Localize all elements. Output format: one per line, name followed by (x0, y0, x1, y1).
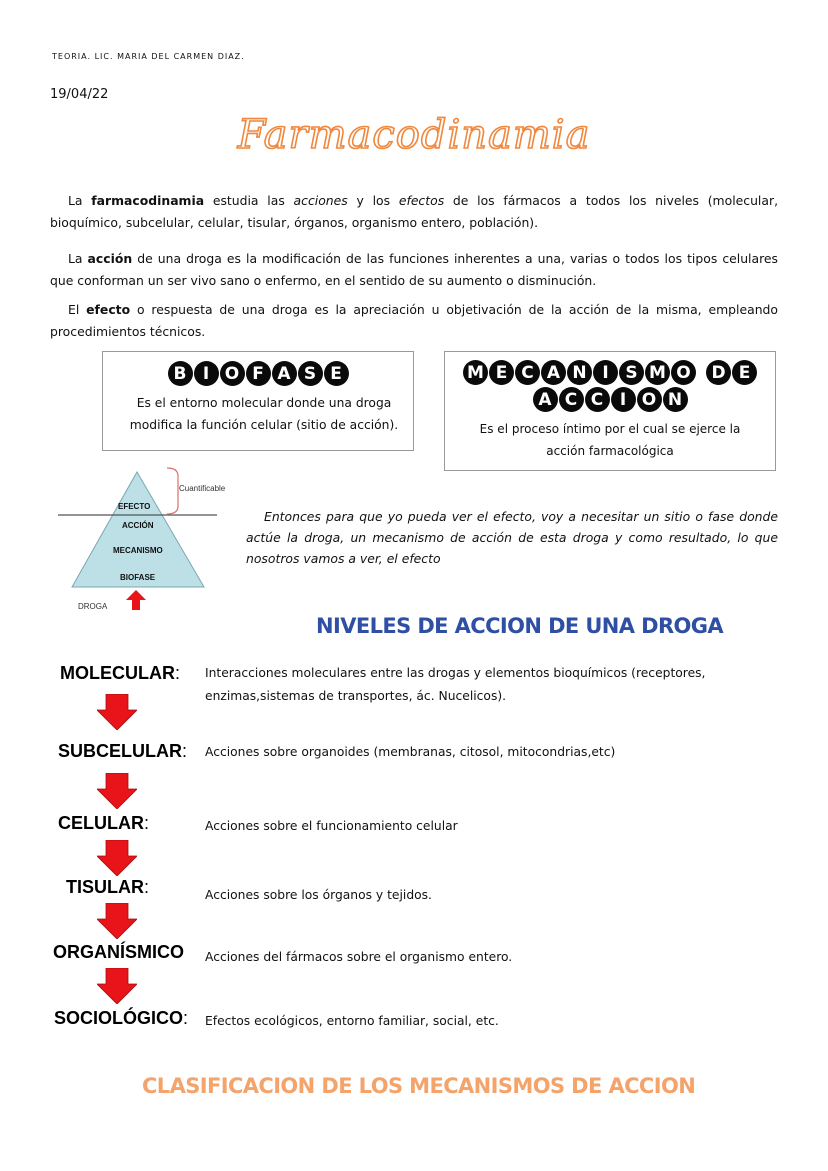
level-name-text: MOLECULAR (60, 663, 175, 683)
level-description: Acciones sobre los órganos y tejidos. (205, 888, 432, 902)
mecanismo-title-letter: E (489, 360, 514, 385)
mecanismo-title-letter: C (515, 360, 540, 385)
mecanismo-title-letter: N (663, 387, 688, 412)
mecanismo-title-letter: D (706, 360, 731, 385)
down-arrow-shape (97, 694, 137, 730)
p2-text-a: La (68, 251, 88, 266)
level-name (66, 877, 149, 898)
mecanismo-title-space (697, 360, 705, 385)
level-name-text: CELULAR (58, 813, 144, 833)
biofase-title-letter: A (272, 361, 297, 386)
level-description: Efectos ecológicos, entorno familiar, social, etc. (205, 1014, 499, 1028)
p1-text-a: La (68, 193, 92, 208)
paragraph-accion (50, 248, 778, 292)
biofase-title-letter: E (324, 361, 349, 386)
level-name-suffix: : (175, 663, 181, 683)
header-date: 19/04/22 (50, 87, 109, 102)
mecanismo-title-letter: A (533, 387, 558, 412)
level-description: Interacciones moleculares entre las drogas y elementos bioquímicos (receptores, enzimas,sistemas de transportes, ác. Nucelicos). (205, 666, 706, 703)
pyramid-note (246, 506, 778, 569)
biofase-title-letter: B (168, 361, 193, 386)
down-arrow-shape (97, 773, 137, 809)
paragraph-efecto (50, 299, 778, 343)
down-arrow-shape (97, 903, 137, 939)
level-description: Acciones sobre organoides (membranas, citosol, mitocondrias,etc) (205, 745, 616, 759)
level-name-text: SOCIOLÓGICO (54, 1008, 184, 1028)
biofase-title (103, 361, 413, 386)
biofase-title-letter: S (298, 361, 323, 386)
level-name-suffix: : (182, 741, 188, 761)
down-arrow-icon (97, 840, 137, 876)
biofase-text: Es el entorno molecular donde una droga modifica la función celular (sitio de acción). (129, 396, 399, 432)
down-arrow-icon (97, 968, 137, 1004)
drug-label: DROGA (78, 602, 108, 611)
p1-italic-acciones: acciones (293, 193, 348, 208)
p1-bold: farmacodinamia (91, 193, 205, 208)
mecanismo-title-letter: I (593, 360, 618, 385)
p2-bold: acción (87, 251, 133, 266)
mecanismo-title-letter: M (645, 360, 670, 385)
page-title: Farmacodinamia (237, 112, 591, 158)
pyramid-diagram (52, 462, 242, 617)
quantifiable-bracket (167, 468, 178, 514)
p3-bold: efecto (86, 302, 131, 317)
down-arrow-shape (97, 968, 137, 1004)
mecanismo-title-line2 (445, 387, 775, 412)
level-name-text: ORGANÍSMICO (53, 942, 185, 962)
down-arrow-shape (97, 840, 137, 876)
p1-text-c: y los (347, 193, 399, 208)
level-description: Acciones del fármacos sobre el organismo entero. (205, 950, 513, 964)
paragraph-farmacodinamia (50, 190, 778, 234)
level-name (53, 942, 184, 963)
pyramid-level-efecto: EFECTO (118, 502, 151, 511)
level-name-suffix: : (183, 1008, 189, 1028)
drug-arrow-icon (114, 590, 146, 610)
pyramid-level-biofase: BIOFASE (120, 573, 156, 582)
down-arrow-icon (97, 903, 137, 939)
level-name (58, 741, 187, 762)
biofase-title-letter: I (194, 361, 219, 386)
level-name (60, 663, 180, 684)
mecanismo-title-letter: A (541, 360, 566, 385)
mecanismo-title-letter: I (611, 387, 636, 412)
p3-text-a: El (68, 302, 87, 317)
p2-text-b: de una droga es la modificación de las funciones inherentes a una, varias o todos los tipos celulares que conforman un ser vivo sano o enfermo, en el sentido de su aumento o disminución. (50, 251, 778, 288)
mecanismo-title-letter: O (671, 360, 696, 385)
mecanismo-title-letter: S (619, 360, 644, 385)
biofase-box (102, 351, 414, 451)
mecanismo-text: Es el proceso íntimo por el cual se ejerce la acción farmacológica (479, 422, 741, 458)
mecanismo-title-letter: C (585, 387, 610, 412)
level-name (54, 1008, 188, 1029)
mecanismo-title-line1 (445, 360, 775, 385)
p3-text-b: o respuesta de una droga es la apreciación u objetivación de la acción de la misma, empleando procedimientos técnicos. (50, 302, 778, 339)
level-name-suffix: : (144, 877, 150, 897)
pyramid-level-mecanismo: MECANISMO (113, 546, 163, 555)
mecanismo-box (444, 351, 776, 471)
footer-section-title: CLASIFICACION DE LOS MECANISMOS DE ACCION (142, 1074, 696, 1098)
levels-section-title: NIVELES DE ACCION DE UNA DROGA (316, 614, 724, 638)
pyramid-level-accion: ACCIÓN (122, 521, 154, 530)
level-name-text: TISULAR (66, 877, 144, 897)
p1-text-b: estudia las (204, 193, 294, 208)
level-description: Acciones sobre el funcionamiento celular (205, 819, 458, 833)
mecanismo-title-letter: E (732, 360, 757, 385)
level-name (58, 813, 149, 834)
mecanismo-title-letter: M (463, 360, 488, 385)
p1-italic-efectos: efectos (398, 193, 445, 208)
down-arrow-icon (97, 694, 137, 730)
mecanismo-title-letter: O (637, 387, 662, 412)
header-teacher: TEORIA. LIC. MARIA DEL CARMEN DIAZ. (52, 52, 245, 61)
biofase-title-letter: F (246, 361, 271, 386)
p1-text-d: de los fármacos a todos los niveles (molecular, bioquímico, subcelular, celular, tisular, órganos, organismo entero, población). (50, 193, 779, 230)
down-arrow-icon (97, 773, 137, 809)
pyramid-note-text: Entonces para que yo pueda ver el efecto, voy a necesitar un sitio o fase donde actúe la droga, un mecanismo de acción de esta droga y como resultado, lo que nosotros vamos a ver, el efecto (246, 509, 778, 566)
level-name-text: SUBCELULAR (58, 741, 182, 761)
quantifiable-label: Cuantificable (179, 484, 226, 493)
mecanismo-title-letter: C (559, 387, 584, 412)
biofase-title-letter: O (220, 361, 245, 386)
mecanismo-title-letter: N (567, 360, 592, 385)
level-name-suffix: : (144, 813, 150, 833)
